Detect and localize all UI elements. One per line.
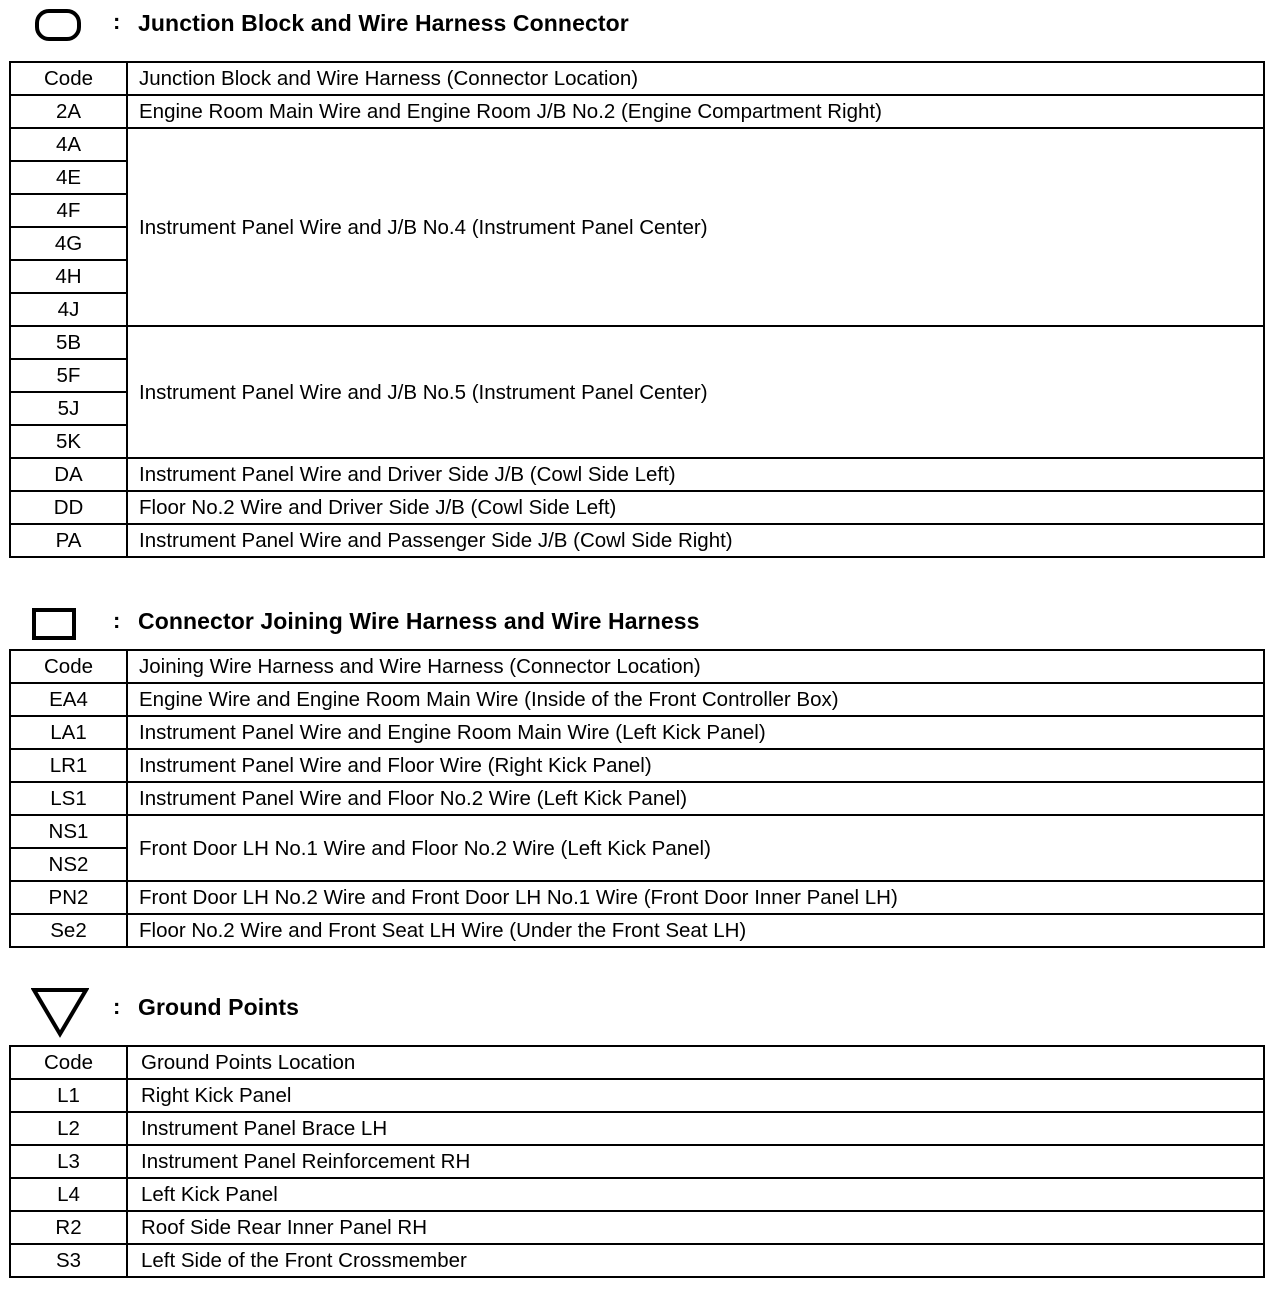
code-header: Code	[10, 1046, 127, 1079]
section-title: Ground Points	[138, 994, 300, 1020]
description-header: Ground Points Location	[127, 1046, 1264, 1079]
description-cell: Instrument Panel Wire and Engine Room Main Wire (Left Kick Panel)	[127, 716, 1264, 749]
code-cell: DD	[10, 491, 127, 524]
code-cell: 5K	[10, 425, 127, 458]
description-cell: Instrument Panel Wire and Passenger Side J/B (Cowl Side Right)	[127, 524, 1264, 557]
rounded-rect-icon	[34, 8, 82, 42]
description-header: Junction Block and Wire Harness (Connector Location)	[127, 62, 1264, 95]
table-row	[10, 683, 1264, 716]
ground-points-table	[9, 1045, 1265, 1278]
code-cell: Se2	[10, 914, 127, 947]
description-cell: Front Door LH No.2 Wire and Front Door LH No.1 Wire (Front Door Inner Panel LH)	[127, 881, 1264, 914]
description-cell: Left Kick Panel	[127, 1178, 1264, 1211]
table-row	[10, 782, 1264, 815]
code-cell: 4G	[10, 227, 127, 260]
section-title: Connector Joining Wire Harness and Wire Harness	[138, 608, 700, 634]
description-cell: Instrument Panel Wire and J/B No.4 (Instrument Panel Center)	[127, 128, 1264, 326]
table-row	[10, 881, 1264, 914]
table-row	[10, 524, 1264, 557]
code-cell: 4H	[10, 260, 127, 293]
description-cell: Floor No.2 Wire and Front Seat LH Wire (Under the Front Seat LH)	[127, 914, 1264, 947]
code-cell: 2A	[10, 95, 127, 128]
description-cell: Floor No.2 Wire and Driver Side J/B (Cowl Side Left)	[127, 491, 1264, 524]
table-row	[10, 1178, 1264, 1211]
section-ground-head	[0, 984, 1280, 1034]
description-cell: Engine Room Main Wire and Engine Room J/B No.2 (Engine Compartment Right)	[127, 95, 1264, 128]
code-cell: L3	[10, 1145, 127, 1178]
code-cell: L2	[10, 1112, 127, 1145]
code-cell: 4E	[10, 161, 127, 194]
code-cell: LS1	[10, 782, 127, 815]
code-cell: R2	[10, 1211, 127, 1244]
section-colon: :	[113, 994, 121, 1019]
description-cell: Instrument Panel Reinforcement RH	[127, 1145, 1264, 1178]
description-cell: Instrument Panel Brace LH	[127, 1112, 1264, 1145]
code-cell: PN2	[10, 881, 127, 914]
code-cell: 5F	[10, 359, 127, 392]
table-row	[10, 458, 1264, 491]
code-cell: LR1	[10, 749, 127, 782]
square-icon	[31, 607, 77, 641]
code-cell: 5J	[10, 392, 127, 425]
description-cell: Instrument Panel Wire and Driver Side J/B (Cowl Side Left)	[127, 458, 1264, 491]
table-row	[10, 1244, 1264, 1277]
table-row	[10, 749, 1264, 782]
table-row	[10, 815, 1264, 848]
section-colon: :	[113, 608, 121, 633]
header-row	[10, 650, 1264, 683]
code-cell: 5B	[10, 326, 127, 359]
description-cell: Instrument Panel Wire and Floor Wire (Right Kick Panel)	[127, 749, 1264, 782]
code-cell: NS2	[10, 848, 127, 881]
section-colon: :	[113, 9, 121, 34]
junction-block-table	[9, 61, 1265, 558]
code-cell: LA1	[10, 716, 127, 749]
header-row	[10, 62, 1264, 95]
code-cell: DA	[10, 458, 127, 491]
code-cell: PA	[10, 524, 127, 557]
description-cell: Instrument Panel Wire and Floor No.2 Wire (Left Kick Panel)	[127, 782, 1264, 815]
description-cell: Left Side of the Front Crossmember	[127, 1244, 1264, 1277]
table-row	[10, 914, 1264, 947]
triangle-down-icon	[31, 986, 89, 1038]
code-cell: 4J	[10, 293, 127, 326]
code-cell: L4	[10, 1178, 127, 1211]
description-cell: Instrument Panel Wire and J/B No.5 (Instrument Panel Center)	[127, 326, 1264, 458]
section-junction-block-head	[0, 0, 1280, 50]
table-row	[10, 1145, 1264, 1178]
description-cell: Front Door LH No.1 Wire and Floor No.2 Wire (Left Kick Panel)	[127, 815, 1264, 881]
connector-table	[9, 649, 1265, 948]
code-cell: EA4	[10, 683, 127, 716]
header-row	[10, 1046, 1264, 1079]
code-cell: 4A	[10, 128, 127, 161]
code-cell: S3	[10, 1244, 127, 1277]
section-title: Junction Block and Wire Harness Connector	[138, 10, 629, 36]
table-row	[10, 716, 1264, 749]
code-header: Code	[10, 650, 127, 683]
description-cell: Right Kick Panel	[127, 1079, 1264, 1112]
table-row	[10, 1211, 1264, 1244]
table-row	[10, 95, 1264, 128]
section-connector-head	[0, 600, 1280, 650]
description-cell: Roof Side Rear Inner Panel RH	[127, 1211, 1264, 1244]
code-cell: L1	[10, 1079, 127, 1112]
code-header: Code	[10, 62, 127, 95]
table-row	[10, 326, 1264, 359]
description-header: Joining Wire Harness and Wire Harness (Connector Location)	[127, 650, 1264, 683]
code-cell: NS1	[10, 815, 127, 848]
description-cell: Engine Wire and Engine Room Main Wire (Inside of the Front Controller Box)	[127, 683, 1264, 716]
table-row	[10, 1079, 1264, 1112]
table-row	[10, 1112, 1264, 1145]
code-cell: 4F	[10, 194, 127, 227]
table-row	[10, 491, 1264, 524]
table-row	[10, 128, 1264, 161]
